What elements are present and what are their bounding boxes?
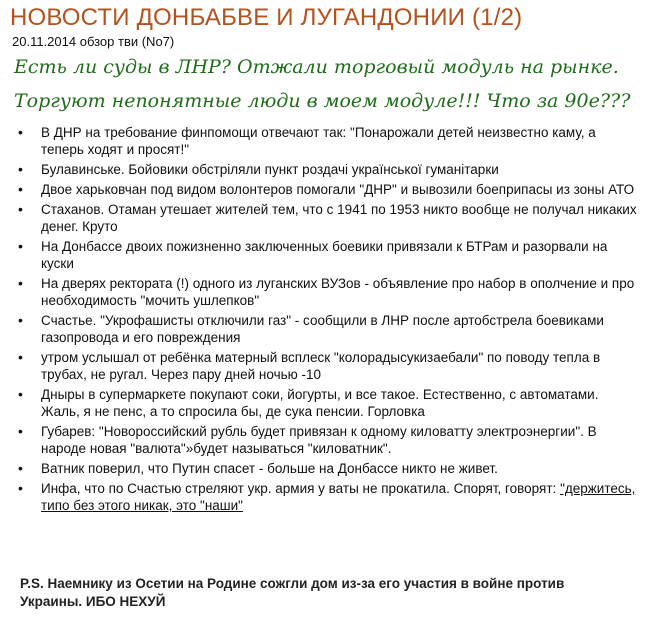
- list-item: [0, 460, 640, 477]
- list-item-text: На дверях ректората (!) одного из луганских ВУЗов - объявление про набор в ополчение и про необходимость "мочить ушлепков": [41, 276, 635, 308]
- list-item-text: Ватник поверил, что Путин спасет - больше на Донбассе никто не живет.: [41, 461, 498, 476]
- list-item-text: Счастье. "Укрофашисты отключили газ" - сообщили в ЛНР после артобстрела боевиками газопровода и его повреждения: [41, 313, 604, 345]
- list-item: [0, 181, 640, 198]
- list-item: [0, 386, 640, 420]
- list-item: [0, 124, 640, 158]
- list-item: [0, 275, 640, 309]
- list-item-text: Двое харьковчан под видом волонтеров помогали "ДНР" и вывозили боеприпасы из зоны АТО: [41, 182, 635, 197]
- list-item: [0, 480, 640, 514]
- list-item: [0, 312, 640, 346]
- subtitle-line-1: Есть ли суды в ЛНР? Отжали торговый модуль на рынке.: [14, 56, 619, 78]
- list-item-text: Стаханов. Отаман утешает жителей тем, что с 1941 по 1953 никто вообще не получал никаких денег. Круто: [41, 202, 637, 234]
- bullet-icon: •: [18, 460, 23, 476]
- bullet-icon: •: [18, 312, 23, 328]
- list-item: [0, 238, 640, 272]
- postscript: P.S. Наемнику из Осетии на Родине сожгли дом из-за его участия в войне против Украины. ИБО НЕХУЙ: [20, 576, 565, 609]
- list-item-text: Губарев: "Новороссийский рубль будет привязан к одному киловатту электроэнергии". В народе новая "валюта"»будет называться "киловатник".: [41, 424, 597, 456]
- list-item: [0, 423, 640, 457]
- list-item-text-part: Инфа, что по Счастью стреляют укр. армия у ваты не прокатила. Спорят, говорят:: [41, 481, 557, 496]
- bullet-icon: •: [18, 201, 23, 217]
- list-item-text: Булавинське. Бойовики обстріляли пункт роздачі української гуманітарки: [41, 162, 499, 177]
- bullet-icon: •: [18, 386, 23, 402]
- bullet-icon: •: [18, 349, 23, 365]
- date-line: 20.11.2014 обзор тви (No7): [12, 34, 175, 49]
- bullet-icon: •: [18, 275, 23, 291]
- bullet-icon: •: [18, 124, 23, 140]
- bullet-icon: •: [18, 480, 23, 496]
- list-item-text: утром услышал от ребёнка матерный всплеск "колорадысукизаебали" по поводу тепла в трубах, не ругал. Через пару дней ночью -10: [41, 350, 601, 382]
- list-item: [0, 349, 640, 383]
- bullet-icon: •: [18, 238, 23, 254]
- underlined-quote: "держитесь, типо без этого никак, это "наши": [41, 481, 636, 513]
- page-title: НОВОСТИ ДОНБАБВЕ И ЛУГАНДОНИИ (1/2): [10, 4, 523, 31]
- list-item-text: Дныры в супермаркете покупают соки, йогурты, и все такое. Естественно, с автоматами. Жаль, я не пенс, а то спросила бы, де сука пенсии. Горловка: [41, 387, 599, 419]
- list-item: [0, 201, 640, 235]
- news-list: [0, 124, 640, 517]
- subtitle-line-2: Торгуют непонятные люди в моем модуле!!! Что за 90е???: [14, 90, 631, 112]
- bullet-icon: •: [18, 181, 23, 197]
- list-item-text: [41, 480, 640, 514]
- bullet-icon: •: [18, 161, 23, 177]
- bullet-icon: •: [18, 423, 23, 439]
- list-item-text: В ДНР на требование финпомощи отвечают так: "Понарожали детей неизвестно каму, а теперь ходят и просят!": [41, 125, 596, 157]
- list-item-text: На Донбассе двоих пожизненно заключенных боевики привязали к БТРам и разорвали на куски: [41, 239, 608, 271]
- list-item: [0, 161, 640, 178]
